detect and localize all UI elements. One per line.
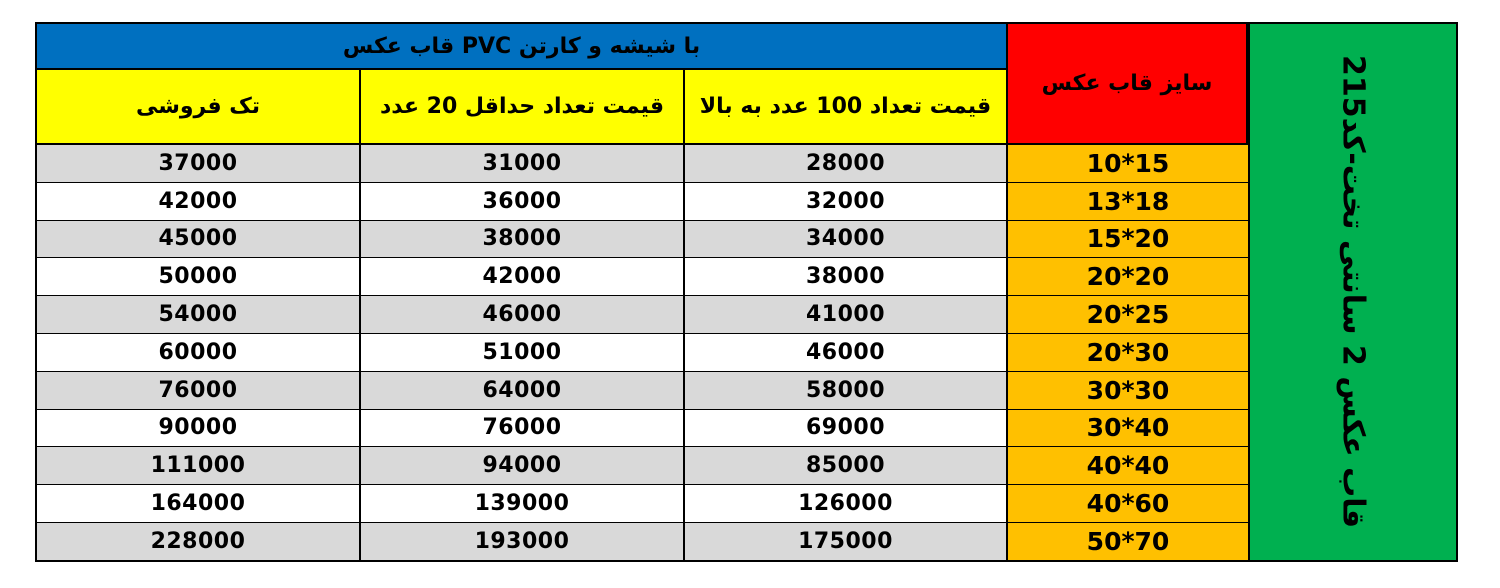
min-20-price-cell: 42000	[361, 258, 685, 297]
min-20-price-cell: 31000	[361, 145, 685, 184]
size-header: سایز قاب عکس	[1008, 24, 1248, 145]
min-20-price-cell: 139000	[361, 485, 685, 524]
over-100-price-cell: 58000	[685, 372, 1008, 411]
size-cell: 40*60	[1008, 485, 1248, 524]
size-cell: 50*70	[1008, 523, 1248, 560]
single-price-cell: 164000	[37, 485, 361, 524]
size-cell: 15*20	[1008, 221, 1248, 260]
min-20-price-cell: 46000	[361, 296, 685, 335]
over-100-price-cell: 38000	[685, 258, 1008, 297]
price-table	[35, 22, 1458, 562]
single-price-cell: 45000	[37, 221, 361, 260]
size-cell: 13*18	[1008, 183, 1248, 222]
group-header: قاب عکس PVC با شیشه و کارتن	[37, 24, 1008, 70]
min-20-price-cell: 38000	[361, 221, 685, 260]
size-cell: 20*25	[1008, 296, 1248, 335]
size-cell: 40*40	[1008, 447, 1248, 486]
single-price-cell: 42000	[37, 183, 361, 222]
single-price-cell: 60000	[37, 334, 361, 373]
over-100-price-cell: 85000	[685, 447, 1008, 486]
over-100-price-header: قیمت تعداد 100 عدد به بالا	[685, 70, 1008, 145]
over-100-price-cell: 28000	[685, 145, 1008, 184]
side-label: قاب عکس 2 سانتی تخت-کد215	[1335, 55, 1371, 529]
size-cell: 30*40	[1008, 410, 1248, 449]
min-20-price-cell: 36000	[361, 183, 685, 222]
size-cell: 30*30	[1008, 372, 1248, 411]
min-20-price-cell: 94000	[361, 447, 685, 486]
min-20-price-cell: 64000	[361, 372, 685, 411]
single-price-cell: 76000	[37, 372, 361, 411]
min-20-price-cell: 193000	[361, 523, 685, 560]
over-100-price-cell: 32000	[685, 183, 1008, 222]
over-100-price-cell: 69000	[685, 410, 1008, 449]
single-price-cell: 50000	[37, 258, 361, 297]
single-price-cell: 228000	[37, 523, 361, 560]
over-100-price-cell: 126000	[685, 485, 1008, 524]
side-label-cell	[1248, 24, 1456, 560]
size-cell: 20*20	[1008, 258, 1248, 297]
single-price-cell: 111000	[37, 447, 361, 486]
single-price-header: تک فروشی	[37, 70, 361, 145]
min-20-price-cell: 51000	[361, 334, 685, 373]
single-price-cell: 37000	[37, 145, 361, 184]
min-20-price-header: قیمت تعداد حداقل 20 عدد	[361, 70, 685, 145]
over-100-price-cell: 41000	[685, 296, 1008, 335]
min-20-price-cell: 76000	[361, 410, 685, 449]
over-100-price-cell: 175000	[685, 523, 1008, 560]
single-price-cell: 54000	[37, 296, 361, 335]
size-cell: 20*30	[1008, 334, 1248, 373]
over-100-price-cell: 34000	[685, 221, 1008, 260]
single-price-cell: 90000	[37, 410, 361, 449]
over-100-price-cell: 46000	[685, 334, 1008, 373]
size-cell: 10*15	[1008, 145, 1248, 184]
